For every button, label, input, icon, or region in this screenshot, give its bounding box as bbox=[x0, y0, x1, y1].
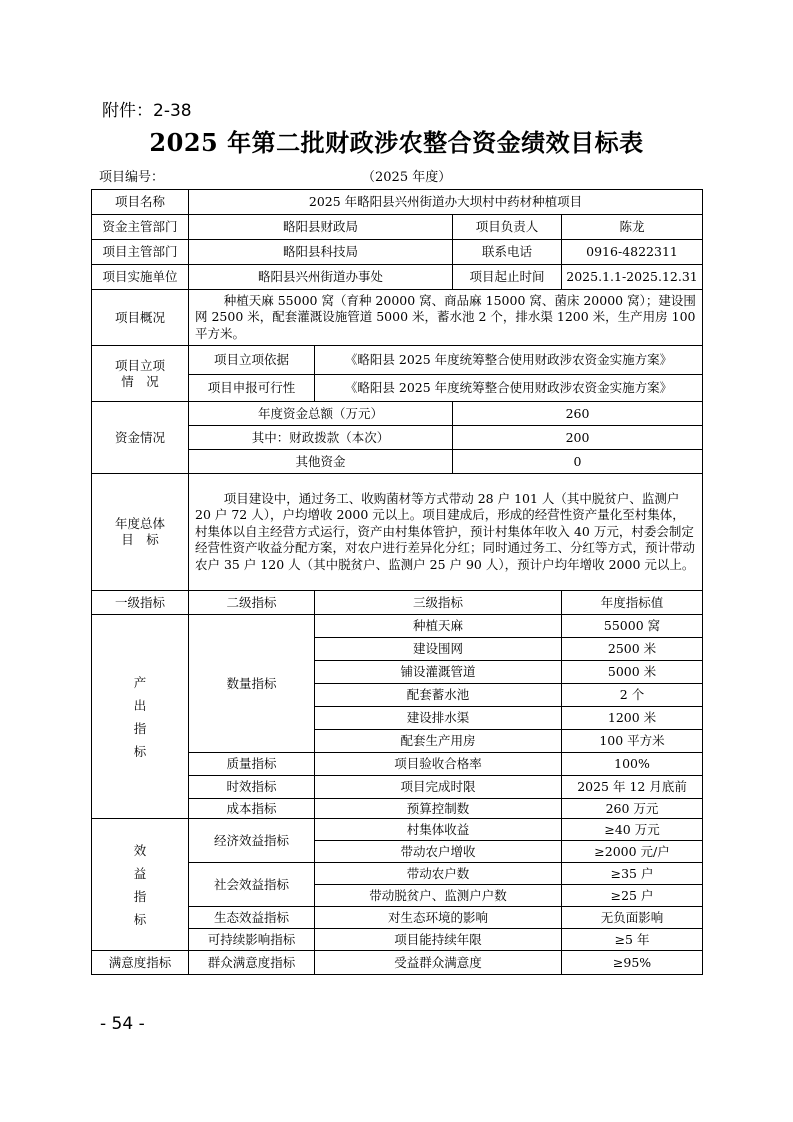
social-item-value: ≥35 户 bbox=[562, 863, 703, 885]
proj-dept-value: 略阳县科技局 bbox=[189, 240, 453, 265]
leader-label: 项目负责人 bbox=[453, 215, 562, 240]
quantity-item-name: 建设排水渠 bbox=[315, 707, 562, 730]
attachment-label: 附件：2-38 bbox=[102, 101, 192, 121]
benefit-char-3: 指 bbox=[133, 888, 147, 904]
quantity-label: 数量指标 bbox=[189, 615, 315, 753]
satisfaction-value: ≥95% bbox=[562, 951, 703, 975]
sustain-label: 可持续影响指标 bbox=[189, 929, 315, 951]
economic-item-name: 村集体收益 bbox=[315, 819, 562, 841]
satisfaction-name: 受益群众满意度 bbox=[315, 951, 562, 975]
feasibility-label: 项目申报可行性 bbox=[189, 375, 315, 402]
row-fund-dept bbox=[92, 215, 703, 240]
time-value: 2025 年 12 月底前 bbox=[562, 776, 703, 799]
social-item-name: 带动脱贫户、监测户户数 bbox=[315, 885, 562, 907]
sustain-value: ≥5 年 bbox=[562, 929, 703, 951]
quantity-item-name: 铺设灌溉管道 bbox=[315, 661, 562, 684]
year-label: （2025 年度） bbox=[362, 170, 452, 185]
period-label: 项目起止时间 bbox=[453, 265, 562, 290]
sustain-name: 项目能持续年限 bbox=[315, 929, 562, 951]
project-no-label: 项目编号： bbox=[99, 170, 165, 185]
impl-value: 略阳县兴州街道办事处 bbox=[189, 265, 453, 290]
header-level1: 一级指标 bbox=[92, 591, 189, 615]
quality-value: 100% bbox=[562, 753, 703, 776]
header-level3: 三级指标 bbox=[315, 591, 562, 615]
goal-value: 项目建设中，通过务工、收购菌材等方式带动 28 户 101 人（其中脱贫户、监测户 20 户 72 人），户均增收 2000 元以上。项目建成后，形成的经营性资产量化至村集体，村集体以自主经营方式运行，资产由村集体管护，预计村集体年收入 40 万元，村委会制定经营性资产收益分配方案，对农户进行差异化分红；同时通过务工、分红等方式，预计带动农户 35 户 120 人（其中脱贫户、监测户 25 户 90 人），预计户均年增收 2000 元以上。 bbox=[189, 474, 703, 591]
header-value: 年度指标值 bbox=[562, 591, 703, 615]
fund-other-value: 0 bbox=[453, 450, 703, 474]
table-row bbox=[92, 819, 703, 841]
eco-name: 对生态环境的影响 bbox=[315, 907, 562, 929]
quantity-item-name: 种植天麻 bbox=[315, 615, 562, 638]
social-label: 社会效益指标 bbox=[189, 863, 315, 907]
basis-value: 《略阳县 2025 年度统筹整合使用财政涉农资金实施方案》 bbox=[315, 346, 703, 375]
phone-label: 联系电话 bbox=[453, 240, 562, 265]
quality-name: 项目验收合格率 bbox=[315, 753, 562, 776]
row-overview bbox=[92, 290, 703, 346]
name-value: 2025 年略阳县兴州街道办大坝村中药材种植项目 bbox=[189, 190, 703, 215]
benefit-indicator-label bbox=[92, 819, 189, 951]
quantity-item-value: 2 个 bbox=[562, 684, 703, 707]
fund-dept-label: 资金主管部门 bbox=[92, 215, 189, 240]
fund-fiscal-label: 其中：财政拨款（本次） bbox=[189, 426, 453, 450]
performance-target-table bbox=[91, 189, 703, 975]
goal-label-line2: 目 标 bbox=[121, 532, 159, 547]
output-char-2: 出 bbox=[133, 697, 147, 713]
benefit-char-1: 效 bbox=[133, 842, 147, 858]
goal-label-line1: 年度总体 bbox=[114, 516, 165, 531]
overview-value: 种植天麻 55000 窝（育种 20000 窝、商品麻 15000 窝、菌床 20000 窝）；建设围网 2500 米，配套灌溉设施管道 5000 米，蓄水池 2 个，排水渠 1200 米，生产用房 100 平方米。 bbox=[189, 290, 703, 346]
fund-fiscal-value: 200 bbox=[453, 426, 703, 450]
proj-dept-label: 项目主管部门 bbox=[92, 240, 189, 265]
social-item-value: ≥25 户 bbox=[562, 885, 703, 907]
quantity-item-value: 2500 米 bbox=[562, 638, 703, 661]
goal-label bbox=[92, 474, 189, 591]
row-indicator-header bbox=[92, 591, 703, 615]
row-proj-dept bbox=[92, 240, 703, 265]
phone-value: 0916-4822311 bbox=[562, 240, 703, 265]
cost-value: 260 万元 bbox=[562, 799, 703, 819]
economic-item-value: ≥40 万元 bbox=[562, 819, 703, 841]
benefit-char-4: 标 bbox=[133, 911, 147, 927]
output-char-4: 标 bbox=[133, 743, 147, 759]
page-title: 2025 年第二批财政涉农整合资金绩效目标表 bbox=[149, 128, 644, 157]
quantity-item-name: 配套蓄水池 bbox=[315, 684, 562, 707]
setup-label-line1: 项目立项 bbox=[114, 357, 165, 373]
quantity-item-value: 100 平方米 bbox=[562, 730, 703, 753]
economic-item-name: 带动农户增收 bbox=[315, 841, 562, 863]
fund-label: 资金情况 bbox=[92, 402, 189, 474]
social-item-name: 带动农户数 bbox=[315, 863, 562, 885]
page-number: - 54 - bbox=[100, 1014, 145, 1034]
cost-label: 成本指标 bbox=[189, 799, 315, 819]
satisfaction-level2: 群众满意度指标 bbox=[189, 951, 315, 975]
eco-label: 生态效益指标 bbox=[189, 907, 315, 929]
row-fund-total bbox=[92, 402, 703, 426]
impl-label: 项目实施单位 bbox=[92, 265, 189, 290]
quality-label: 质量指标 bbox=[189, 753, 315, 776]
fund-total-label: 年度资金总额（万元） bbox=[189, 402, 453, 426]
economic-item-value: ≥2000 元/户 bbox=[562, 841, 703, 863]
leader-value: 陈龙 bbox=[562, 215, 703, 240]
header-level2: 二级指标 bbox=[189, 591, 315, 615]
setup-label bbox=[92, 346, 189, 402]
fund-dept-value: 略阳县财政局 bbox=[189, 215, 453, 240]
output-indicator-label bbox=[92, 615, 189, 819]
output-char-1: 产 bbox=[133, 674, 147, 690]
row-basis bbox=[92, 346, 703, 375]
economic-label: 经济效益指标 bbox=[189, 819, 315, 863]
satisfaction-level1: 满意度指标 bbox=[92, 951, 189, 975]
overview-label: 项目概况 bbox=[92, 290, 189, 346]
name-label: 项目名称 bbox=[92, 190, 189, 215]
quantity-item-value: 55000 窝 bbox=[562, 615, 703, 638]
benefit-char-2: 益 bbox=[133, 865, 147, 881]
quantity-item-name: 建设围网 bbox=[315, 638, 562, 661]
eco-value: 无负面影响 bbox=[562, 907, 703, 929]
time-name: 项目完成时限 bbox=[315, 776, 562, 799]
quantity-item-value: 5000 米 bbox=[562, 661, 703, 684]
fund-other-label: 其他资金 bbox=[189, 450, 453, 474]
row-impl bbox=[92, 265, 703, 290]
period-value: 2025.1.1-2025.12.31 bbox=[562, 265, 703, 290]
setup-label-line2: 情 况 bbox=[121, 373, 159, 389]
cost-name: 预算控制数 bbox=[315, 799, 562, 819]
row-goal bbox=[92, 474, 703, 591]
row-project-name bbox=[92, 190, 703, 215]
quantity-item-name: 配套生产用房 bbox=[315, 730, 562, 753]
quantity-item-value: 1200 米 bbox=[562, 707, 703, 730]
fund-total-value: 260 bbox=[453, 402, 703, 426]
table-row bbox=[92, 615, 703, 638]
table-row bbox=[92, 951, 703, 975]
feasibility-value: 《略阳县 2025 年度统筹整合使用财政涉农资金实施方案》 bbox=[315, 375, 703, 402]
basis-label: 项目立项依据 bbox=[189, 346, 315, 375]
time-label: 时效指标 bbox=[189, 776, 315, 799]
output-char-3: 指 bbox=[133, 720, 147, 736]
